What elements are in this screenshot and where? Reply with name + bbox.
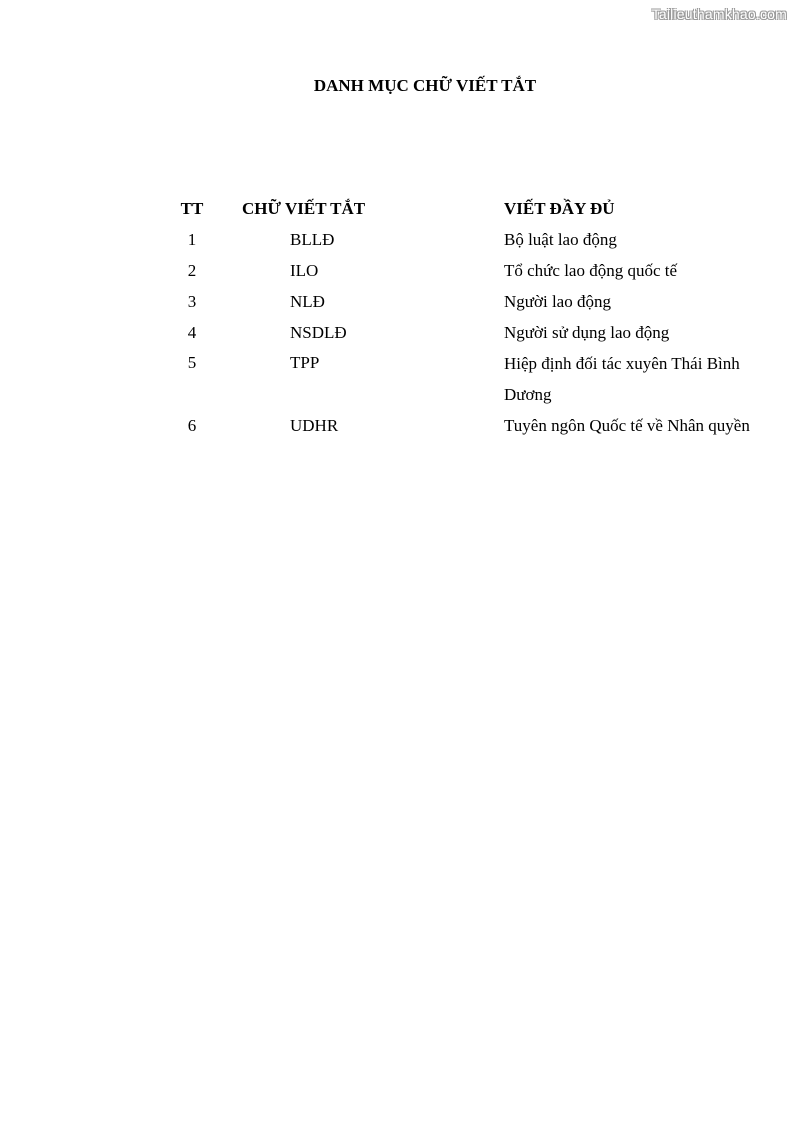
table-row	[160, 286, 784, 317]
header-full-form: VIẾT ĐẦY ĐỦ	[504, 198, 615, 218]
table-header-row	[160, 193, 784, 224]
row-abbreviation: BLLĐ	[290, 229, 335, 249]
row-abbreviation: ILO	[290, 260, 319, 280]
table-row	[160, 224, 784, 255]
table-row	[160, 410, 784, 441]
table-row	[160, 255, 784, 286]
table-row	[160, 348, 784, 410]
row-number: 6	[187, 415, 197, 435]
abbreviation-table	[160, 193, 784, 441]
row-full-form: Tuyên ngôn Quốc tế về Nhân quyền	[504, 416, 750, 435]
row-abbreviation: UDHR	[290, 415, 339, 435]
row-full-form: Bộ luật lao động	[504, 230, 617, 249]
table-row	[160, 317, 784, 348]
watermark: Tailieuthamkhao.com	[651, 6, 787, 22]
row-number: 3	[187, 291, 197, 311]
row-full-form: Người lao động	[504, 292, 611, 311]
row-full-form: Tổ chức lao động quốc tế	[504, 261, 678, 280]
row-number: 2	[187, 260, 197, 280]
row-number: 4	[187, 322, 197, 342]
row-number: 5	[187, 353, 197, 372]
row-abbreviation: TPP	[290, 353, 320, 372]
header-abbreviation: CHỮ VIẾT TẮT	[242, 198, 366, 218]
row-number: 1	[187, 229, 197, 249]
row-abbreviation: NSDLĐ	[290, 322, 347, 342]
row-full-form: Hiệp định đối tác xuyên Thái Bình Dương	[504, 354, 740, 404]
header-tt: TT	[180, 198, 204, 218]
row-abbreviation: NLĐ	[290, 291, 325, 311]
page-title: DANH MỤC CHỮ VIẾT TẮT	[313, 76, 537, 95]
row-full-form: Người sử dụng lao động	[504, 323, 670, 342]
